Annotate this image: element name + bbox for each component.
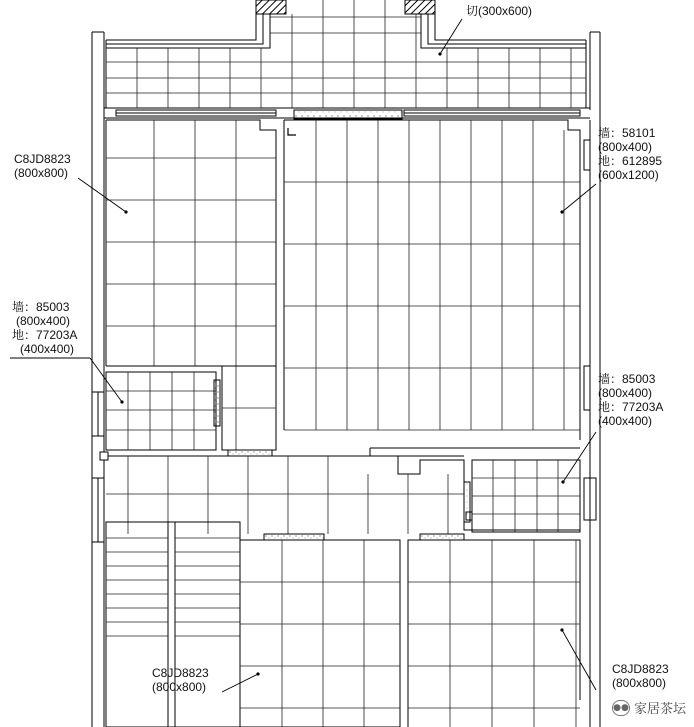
label-left-upper-size: (800x800) — [14, 166, 69, 180]
room-bottom-left — [240, 540, 400, 727]
balcony-doors — [104, 110, 590, 119]
label-right-upper-floor-size: (600x1200) — [598, 168, 659, 182]
label-right-upper — [598, 126, 662, 182]
label-left-middle-floor: 地：77203A — [12, 328, 78, 342]
label-top-cut: 切(300x600) — [466, 4, 533, 18]
label-right-upper-wall: 墙：58101 — [598, 126, 656, 140]
label-bottom-left-code: C8JD8823 — [152, 666, 209, 680]
bathroom-right — [370, 366, 596, 532]
label-left-upper — [14, 152, 71, 180]
label-right-middle-floor: 地：77203A — [598, 400, 664, 414]
bathroom-left — [92, 372, 220, 450]
label-bottom-right-code: C8JD8823 — [612, 662, 669, 676]
label-right-middle-wall-size: (800x400) — [598, 386, 653, 400]
wechat-icon: ●● — [612, 700, 630, 716]
label-bottom-right — [612, 662, 669, 690]
staircase — [106, 522, 240, 727]
label-right-middle — [598, 372, 663, 428]
label-left-middle-floor-size: (400x400) — [20, 342, 75, 356]
label-right-upper-wall-size: (800x400) — [598, 140, 653, 154]
watermark-text: 家居茶坛 — [633, 702, 686, 717]
label-left-middle-wall-size: (800x400) — [16, 314, 71, 328]
room-bottom-right — [408, 540, 580, 727]
corridor-left — [222, 366, 276, 456]
room-left-upper — [106, 120, 276, 366]
label-bottom-right-size: (800x800) — [612, 676, 667, 690]
label-left-middle — [12, 300, 77, 356]
label-right-middle-wall: 墙：85003 — [598, 372, 656, 386]
label-left-middle-wall: 墙：85003 — [12, 300, 70, 314]
label-right-middle-floor-size: (400x400) — [598, 414, 653, 428]
label-left-upper-code: C8JD8823 — [14, 152, 71, 166]
label-bottom-left — [152, 666, 209, 694]
central-hall — [92, 456, 464, 542]
label-bottom-left-size: (800x800) — [152, 680, 207, 694]
watermark — [612, 698, 686, 717]
room-right-upper — [284, 120, 590, 440]
label-right-upper-floor: 地：612895 — [598, 154, 663, 168]
